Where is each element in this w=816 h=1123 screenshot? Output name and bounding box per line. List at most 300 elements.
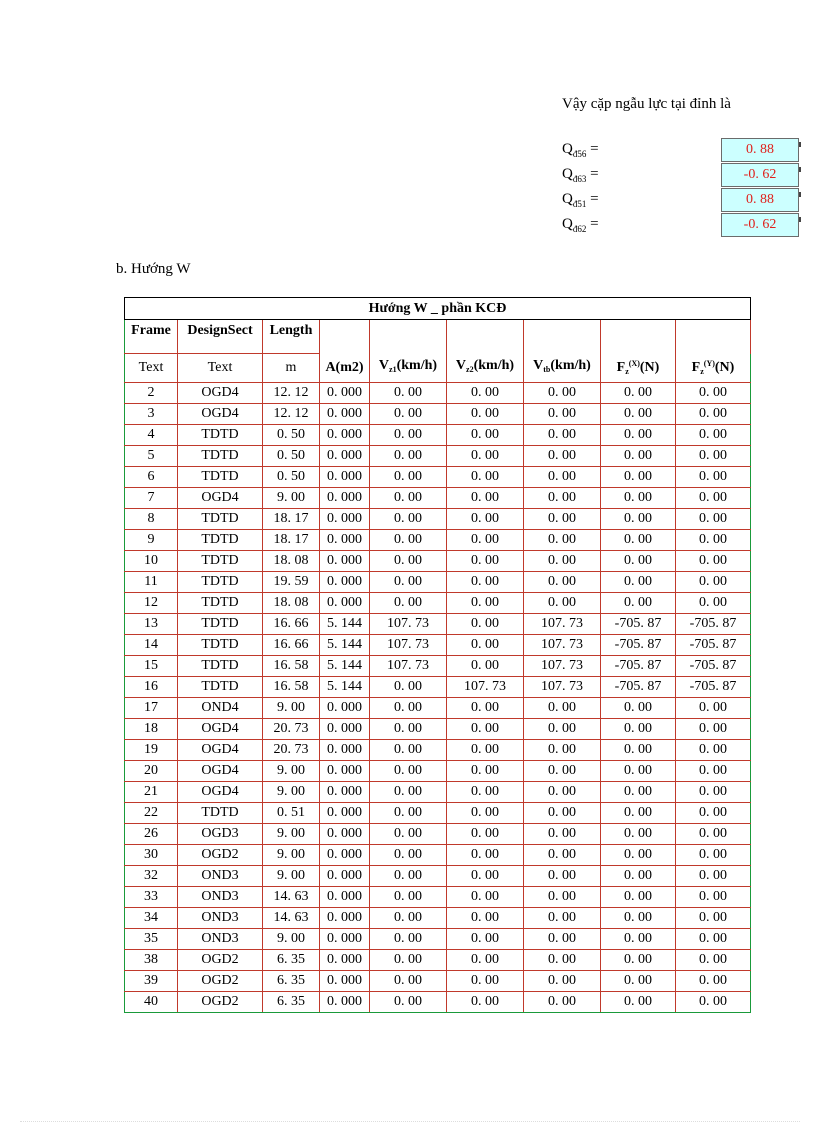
cell-vtb[interactable]: 0. 00 bbox=[524, 971, 601, 992]
cell-fzy[interactable]: 0. 00 bbox=[676, 719, 751, 740]
cell-design-sect[interactable]: TDTD bbox=[178, 572, 263, 593]
table-row bbox=[125, 761, 751, 782]
cell-frame[interactable]: 13 bbox=[125, 614, 178, 635]
cell-fzx[interactable]: -705. 87 bbox=[601, 677, 676, 698]
cell-fzy[interactable]: 0. 00 bbox=[676, 530, 751, 551]
cell-vtb[interactable]: 0. 00 bbox=[524, 887, 601, 908]
cell-fzy[interactable]: 0. 00 bbox=[676, 488, 751, 509]
cell-design-sect[interactable]: TDTD bbox=[178, 677, 263, 698]
cell-vz1[interactable]: 0. 00 bbox=[370, 572, 447, 593]
cell-fzy[interactable]: 0. 00 bbox=[676, 467, 751, 488]
table-row bbox=[125, 404, 751, 425]
q-label: $Q_{đ56}$ = bbox=[562, 141, 599, 159]
cell-fzx[interactable]: 0. 00 bbox=[601, 971, 676, 992]
cell-frame[interactable]: 11 bbox=[125, 572, 178, 593]
cell-area[interactable]: 5. 144 bbox=[320, 677, 370, 698]
cell-design-sect[interactable]: OGD2 bbox=[178, 845, 263, 866]
cell-fzx[interactable]: 0. 00 bbox=[601, 425, 676, 446]
cell-vtb[interactable]: 0. 00 bbox=[524, 383, 601, 404]
cell-frame[interactable]: 5 bbox=[125, 446, 178, 467]
cell-vtb[interactable]: 107. 73 bbox=[524, 635, 601, 656]
cell-vz1[interactable]: 0. 00 bbox=[370, 677, 447, 698]
cell-area[interactable]: 0. 000 bbox=[320, 467, 370, 488]
cell-vz1[interactable]: 0. 00 bbox=[370, 845, 447, 866]
cell-area[interactable]: 0. 000 bbox=[320, 719, 370, 740]
cell-area[interactable]: 0. 000 bbox=[320, 971, 370, 992]
cell-vz1[interactable]: 0. 00 bbox=[370, 383, 447, 404]
cell-length[interactable]: 0. 50 bbox=[263, 425, 320, 446]
cell-fzy[interactable]: 0. 00 bbox=[676, 929, 751, 950]
table-row bbox=[125, 782, 751, 803]
col-header-fzx: $F_z^{(X)}(N)$ bbox=[601, 354, 676, 383]
cell-fzy[interactable]: 0. 00 bbox=[676, 803, 751, 824]
col-header-vz1: $V_{z1}(km/h)$ bbox=[370, 354, 447, 383]
cell-frame[interactable]: 6 bbox=[125, 467, 178, 488]
cell-fzy[interactable]: -705. 87 bbox=[676, 614, 751, 635]
cell-design-sect[interactable]: OGD3 bbox=[178, 824, 263, 845]
cell-design-sect[interactable]: OGD2 bbox=[178, 950, 263, 971]
cell-vz1[interactable]: 0. 00 bbox=[370, 530, 447, 551]
cell-frame[interactable]: 39 bbox=[125, 971, 178, 992]
cell-vz1[interactable]: 107. 73 bbox=[370, 656, 447, 677]
cell-vz1[interactable]: 0. 00 bbox=[370, 929, 447, 950]
cell-fzy[interactable]: 0. 00 bbox=[676, 845, 751, 866]
cell-design-sect[interactable]: TDTD bbox=[178, 803, 263, 824]
cell-area[interactable]: 0. 000 bbox=[320, 425, 370, 446]
cell-length[interactable]: 16. 66 bbox=[263, 635, 320, 656]
cell-vz2[interactable]: 0. 00 bbox=[447, 971, 524, 992]
cell-fzx[interactable]: 0. 00 bbox=[601, 929, 676, 950]
cell-fzy[interactable]: 0. 00 bbox=[676, 404, 751, 425]
cell-vz2[interactable]: 0. 00 bbox=[447, 845, 524, 866]
cell-fzx[interactable]: 0. 00 bbox=[601, 404, 676, 425]
cell-vz1[interactable]: 0. 00 bbox=[370, 551, 447, 572]
cell-vz2[interactable]: 0. 00 bbox=[447, 572, 524, 593]
cell-fzx[interactable]: 0. 00 bbox=[601, 698, 676, 719]
cell-frame[interactable]: 35 bbox=[125, 929, 178, 950]
cell-fzx[interactable]: 0. 00 bbox=[601, 761, 676, 782]
cell-design-sect[interactable]: TDTD bbox=[178, 614, 263, 635]
cell-length[interactable]: 16. 58 bbox=[263, 656, 320, 677]
cell-vz1[interactable]: 0. 00 bbox=[370, 824, 447, 845]
cell-vtb[interactable]: 0. 00 bbox=[524, 719, 601, 740]
cell-vz1[interactable]: 0. 00 bbox=[370, 425, 447, 446]
cell-vz1[interactable]: 0. 00 bbox=[370, 887, 447, 908]
cell-fzx[interactable]: 0. 00 bbox=[601, 992, 676, 1013]
cell-vtb[interactable]: 0. 00 bbox=[524, 425, 601, 446]
table-row bbox=[125, 887, 751, 908]
cell-length[interactable]: 9. 00 bbox=[263, 929, 320, 950]
cell-vtb[interactable]: 0. 00 bbox=[524, 404, 601, 425]
q-value-cell[interactable]: 0. 88 bbox=[721, 138, 799, 162]
unit-frame: Text bbox=[125, 354, 178, 383]
cell-frame[interactable]: 2 bbox=[125, 383, 178, 404]
cell-fzy[interactable]: 0. 00 bbox=[676, 887, 751, 908]
cell-fzx[interactable]: 0. 00 bbox=[601, 509, 676, 530]
cell-fzx[interactable]: 0. 00 bbox=[601, 803, 676, 824]
cell-fzx[interactable]: 0. 00 bbox=[601, 572, 676, 593]
cell-area[interactable]: 0. 000 bbox=[320, 383, 370, 404]
cell-fzy[interactable]: 0. 00 bbox=[676, 446, 751, 467]
table-row bbox=[125, 866, 751, 887]
cell-vz1[interactable]: 0. 00 bbox=[370, 803, 447, 824]
cell-frame[interactable]: 18 bbox=[125, 719, 178, 740]
cell-vz2[interactable]: 107. 73 bbox=[447, 677, 524, 698]
cell-vz1[interactable]: 0. 00 bbox=[370, 992, 447, 1013]
cell-area[interactable]: 0. 000 bbox=[320, 824, 370, 845]
cell-fzx[interactable]: 0. 00 bbox=[601, 551, 676, 572]
cell-vz1[interactable]: 0. 00 bbox=[370, 866, 447, 887]
cell-vz2[interactable]: 0. 00 bbox=[447, 950, 524, 971]
cell-fzy[interactable]: 0. 00 bbox=[676, 383, 751, 404]
cell-vtb[interactable]: 0. 00 bbox=[524, 530, 601, 551]
cell-vz2[interactable]: 0. 00 bbox=[447, 635, 524, 656]
q-value-cell[interactable]: -0. 62 bbox=[721, 213, 799, 237]
cell-fzy[interactable]: 0. 00 bbox=[676, 824, 751, 845]
cell-frame[interactable]: 38 bbox=[125, 950, 178, 971]
cell-length[interactable]: 6. 35 bbox=[263, 950, 320, 971]
cell-vz2[interactable]: 0. 00 bbox=[447, 425, 524, 446]
cell-vtb[interactable]: 0. 00 bbox=[524, 446, 601, 467]
cell-vz2[interactable]: 0. 00 bbox=[447, 488, 524, 509]
cell-area[interactable]: 0. 000 bbox=[320, 740, 370, 761]
cell-length[interactable]: 18. 17 bbox=[263, 530, 320, 551]
cell-frame[interactable]: 19 bbox=[125, 740, 178, 761]
cell-vz1[interactable]: 0. 00 bbox=[370, 698, 447, 719]
cell-vz1[interactable]: 0. 00 bbox=[370, 404, 447, 425]
cell-vz1[interactable]: 107. 73 bbox=[370, 635, 447, 656]
cell-fzx[interactable]: -705. 87 bbox=[601, 614, 676, 635]
unit-design-sect: Text bbox=[178, 354, 263, 383]
cell-design-sect[interactable]: TDTD bbox=[178, 635, 263, 656]
cell-vz1[interactable]: 0. 00 bbox=[370, 761, 447, 782]
cell-length[interactable]: 18. 08 bbox=[263, 551, 320, 572]
cell-frame[interactable]: 33 bbox=[125, 887, 178, 908]
cell-length[interactable]: 18. 17 bbox=[263, 509, 320, 530]
cell-area[interactable]: 0. 000 bbox=[320, 803, 370, 824]
cell-fzy[interactable]: 0. 00 bbox=[676, 698, 751, 719]
cell-vtb[interactable]: 0. 00 bbox=[524, 551, 601, 572]
cell-vtb[interactable]: 0. 00 bbox=[524, 803, 601, 824]
cell-fzy[interactable]: 0. 00 bbox=[676, 992, 751, 1013]
cell-design-sect[interactable]: OGD4 bbox=[178, 761, 263, 782]
cell-design-sect[interactable]: OGD4 bbox=[178, 488, 263, 509]
cell-fzy[interactable]: 0. 00 bbox=[676, 425, 751, 446]
cell-length[interactable]: 9. 00 bbox=[263, 698, 320, 719]
cell-area[interactable]: 0. 000 bbox=[320, 845, 370, 866]
cell-design-sect[interactable]: TDTD bbox=[178, 425, 263, 446]
cell-design-sect[interactable]: OGD4 bbox=[178, 404, 263, 425]
cell-length[interactable]: 9. 00 bbox=[263, 824, 320, 845]
cell-length[interactable]: 9. 00 bbox=[263, 866, 320, 887]
cell-length[interactable]: 6. 35 bbox=[263, 971, 320, 992]
cell-fzy[interactable]: 0. 00 bbox=[676, 572, 751, 593]
cell-vz1[interactable]: 0. 00 bbox=[370, 509, 447, 530]
cell-area[interactable]: 0. 000 bbox=[320, 761, 370, 782]
cell-vz1[interactable]: 0. 00 bbox=[370, 488, 447, 509]
cell-length[interactable]: 0. 50 bbox=[263, 446, 320, 467]
cell-length[interactable]: 0. 51 bbox=[263, 803, 320, 824]
cell-vtb[interactable]: 0. 00 bbox=[524, 845, 601, 866]
cell-design-sect[interactable]: TDTD bbox=[178, 551, 263, 572]
cell-vz2[interactable]: 0. 00 bbox=[447, 866, 524, 887]
cell-length[interactable]: 6. 35 bbox=[263, 992, 320, 1013]
cell-fzy[interactable]: 0. 00 bbox=[676, 866, 751, 887]
cell-frame[interactable]: 4 bbox=[125, 425, 178, 446]
q-row bbox=[562, 138, 802, 162]
cell-design-sect[interactable]: OGD4 bbox=[178, 383, 263, 404]
cell-vz2[interactable]: 0. 00 bbox=[447, 593, 524, 614]
cell-design-sect[interactable]: OGD2 bbox=[178, 971, 263, 992]
cell-fzx[interactable]: 0. 00 bbox=[601, 383, 676, 404]
cell-vz2[interactable]: 0. 00 bbox=[447, 383, 524, 404]
cell-design-sect[interactable]: OND4 bbox=[178, 698, 263, 719]
cell-fzx[interactable]: 0. 00 bbox=[601, 593, 676, 614]
section-title: b. Hướng W bbox=[116, 261, 191, 277]
col-header-length: Length bbox=[263, 320, 320, 354]
table-row bbox=[125, 656, 751, 677]
cell-fzx[interactable]: 0. 00 bbox=[601, 824, 676, 845]
cell-fzx[interactable]: 0. 00 bbox=[601, 887, 676, 908]
cell-length[interactable]: 19. 59 bbox=[263, 572, 320, 593]
cell-fzx[interactable]: 0. 00 bbox=[601, 845, 676, 866]
q-label: $Q_{đ62}$ = bbox=[562, 216, 599, 234]
cell-fzy[interactable]: 0. 00 bbox=[676, 761, 751, 782]
cell-vz2[interactable]: 0. 00 bbox=[447, 929, 524, 950]
cell-design-sect[interactable]: OND3 bbox=[178, 866, 263, 887]
cell-vz2[interactable]: 0. 00 bbox=[447, 887, 524, 908]
cell-area[interactable]: 0. 000 bbox=[320, 782, 370, 803]
wind-load-table bbox=[124, 297, 751, 1013]
cell-fzy[interactable]: 0. 00 bbox=[676, 950, 751, 971]
cell-vtb[interactable]: 0. 00 bbox=[524, 488, 601, 509]
cell-vtb[interactable]: 0. 00 bbox=[524, 698, 601, 719]
cell-vz2[interactable]: 0. 00 bbox=[447, 803, 524, 824]
cell-fzx[interactable]: -705. 87 bbox=[601, 656, 676, 677]
cell-vtb[interactable]: 0. 00 bbox=[524, 782, 601, 803]
cell-vz1[interactable]: 0. 00 bbox=[370, 782, 447, 803]
cell-length[interactable]: 18. 08 bbox=[263, 593, 320, 614]
cell-area[interactable]: 0. 000 bbox=[320, 593, 370, 614]
cell-vtb[interactable]: 107. 73 bbox=[524, 656, 601, 677]
cell-fzx[interactable]: 0. 00 bbox=[601, 740, 676, 761]
cell-vtb[interactable]: 0. 00 bbox=[524, 593, 601, 614]
cell-design-sect[interactable]: TDTD bbox=[178, 593, 263, 614]
cell-vtb[interactable]: 0. 00 bbox=[524, 866, 601, 887]
cell-fzx[interactable]: 0. 00 bbox=[601, 782, 676, 803]
cell-design-sect[interactable]: TDTD bbox=[178, 467, 263, 488]
cell-area[interactable]: 0. 000 bbox=[320, 530, 370, 551]
cell-vtb[interactable]: 0. 00 bbox=[524, 950, 601, 971]
cell-length[interactable]: 12. 12 bbox=[263, 383, 320, 404]
cell-vz2[interactable]: 0. 00 bbox=[447, 530, 524, 551]
cell-area[interactable]: 0. 000 bbox=[320, 446, 370, 467]
cell-frame[interactable]: 40 bbox=[125, 992, 178, 1013]
header-blank bbox=[676, 320, 751, 354]
cell-area[interactable]: 5. 144 bbox=[320, 635, 370, 656]
cell-vz2[interactable]: 0. 00 bbox=[447, 446, 524, 467]
cell-vz2[interactable]: 0. 00 bbox=[447, 761, 524, 782]
cell-vz1[interactable]: 0. 00 bbox=[370, 950, 447, 971]
cell-vtb[interactable]: 107. 73 bbox=[524, 614, 601, 635]
cell-fzy[interactable]: 0. 00 bbox=[676, 509, 751, 530]
cell-design-sect[interactable]: OND3 bbox=[178, 929, 263, 950]
cell-fzx[interactable]: -705. 87 bbox=[601, 635, 676, 656]
cell-vz1[interactable]: 0. 00 bbox=[370, 593, 447, 614]
cell-fzy[interactable]: 0. 00 bbox=[676, 740, 751, 761]
cell-vz2[interactable]: 0. 00 bbox=[447, 992, 524, 1013]
cell-vz1[interactable]: 0. 00 bbox=[370, 467, 447, 488]
cell-length[interactable]: 0. 50 bbox=[263, 467, 320, 488]
cell-length[interactable]: 9. 00 bbox=[263, 488, 320, 509]
cell-design-sect[interactable]: TDTD bbox=[178, 509, 263, 530]
cell-fzy[interactable]: 0. 00 bbox=[676, 782, 751, 803]
cell-vz2[interactable]: 0. 00 bbox=[447, 740, 524, 761]
cell-fzy[interactable]: -705. 87 bbox=[676, 677, 751, 698]
cell-fzx[interactable]: 0. 00 bbox=[601, 488, 676, 509]
cell-frame[interactable]: 7 bbox=[125, 488, 178, 509]
cell-area[interactable]: 0. 000 bbox=[320, 950, 370, 971]
table-row bbox=[125, 719, 751, 740]
cell-vz2[interactable]: 0. 00 bbox=[447, 551, 524, 572]
cell-fzx[interactable]: 0. 00 bbox=[601, 950, 676, 971]
cell-vz2[interactable]: 0. 00 bbox=[447, 698, 524, 719]
cell-vtb[interactable]: 0. 00 bbox=[524, 509, 601, 530]
cell-fzx[interactable]: 0. 00 bbox=[601, 908, 676, 929]
cell-fzy[interactable]: -705. 87 bbox=[676, 656, 751, 677]
cell-vtb[interactable]: 0. 00 bbox=[524, 761, 601, 782]
cell-design-sect[interactable]: OND3 bbox=[178, 908, 263, 929]
cell-fzx[interactable]: 0. 00 bbox=[601, 446, 676, 467]
table-row bbox=[125, 698, 751, 719]
cell-frame[interactable]: 20 bbox=[125, 761, 178, 782]
cell-fzy[interactable]: 0. 00 bbox=[676, 593, 751, 614]
cell-length[interactable]: 12. 12 bbox=[263, 404, 320, 425]
cell-fzy[interactable]: -705. 87 bbox=[676, 635, 751, 656]
cell-length[interactable]: 20. 73 bbox=[263, 740, 320, 761]
cell-vz2[interactable]: 0. 00 bbox=[447, 824, 524, 845]
cell-design-sect[interactable]: OGD4 bbox=[178, 740, 263, 761]
cell-vtb[interactable]: 0. 00 bbox=[524, 992, 601, 1013]
cell-vz2[interactable]: 0. 00 bbox=[447, 656, 524, 677]
cell-design-sect[interactable]: TDTD bbox=[178, 656, 263, 677]
cell-design-sect[interactable]: TDTD bbox=[178, 530, 263, 551]
cell-fzy[interactable]: 0. 00 bbox=[676, 908, 751, 929]
cell-vz1[interactable]: 0. 00 bbox=[370, 446, 447, 467]
cell-area[interactable]: 5. 144 bbox=[320, 656, 370, 677]
cell-design-sect[interactable]: TDTD bbox=[178, 446, 263, 467]
cell-vz2[interactable]: 0. 00 bbox=[447, 509, 524, 530]
cell-area[interactable]: 0. 000 bbox=[320, 404, 370, 425]
cell-vtb[interactable]: 0. 00 bbox=[524, 908, 601, 929]
cell-vtb[interactable]: 0. 00 bbox=[524, 572, 601, 593]
cell-area[interactable]: 0. 000 bbox=[320, 992, 370, 1013]
cell-frame[interactable]: 26 bbox=[125, 824, 178, 845]
cell-area[interactable]: 0. 000 bbox=[320, 908, 370, 929]
cell-area[interactable]: 0. 000 bbox=[320, 866, 370, 887]
cell-vtb[interactable]: 0. 00 bbox=[524, 929, 601, 950]
cell-length[interactable]: 14. 63 bbox=[263, 887, 320, 908]
cell-vz2[interactable]: 0. 00 bbox=[447, 467, 524, 488]
cell-length[interactable]: 20. 73 bbox=[263, 719, 320, 740]
cell-fzy[interactable]: 0. 00 bbox=[676, 551, 751, 572]
cell-area[interactable]: 0. 000 bbox=[320, 509, 370, 530]
table-row bbox=[125, 824, 751, 845]
cell-frame[interactable]: 32 bbox=[125, 866, 178, 887]
cell-length[interactable]: 16. 58 bbox=[263, 677, 320, 698]
cell-frame[interactable]: 21 bbox=[125, 782, 178, 803]
cell-area[interactable]: 0. 000 bbox=[320, 698, 370, 719]
cell-design-sect[interactable]: OGD2 bbox=[178, 992, 263, 1013]
cell-vtb[interactable]: 0. 00 bbox=[524, 824, 601, 845]
cell-vz1[interactable]: 0. 00 bbox=[370, 719, 447, 740]
cell-vtb[interactable]: 0. 00 bbox=[524, 740, 601, 761]
cell-vz2[interactable]: 0. 00 bbox=[447, 404, 524, 425]
cell-fzy[interactable]: 0. 00 bbox=[676, 971, 751, 992]
cell-vz2[interactable]: 0. 00 bbox=[447, 614, 524, 635]
cell-design-sect[interactable]: OGD4 bbox=[178, 719, 263, 740]
q-value-cell[interactable]: 0. 88 bbox=[721, 188, 799, 212]
cell-fzx[interactable]: 0. 00 bbox=[601, 719, 676, 740]
cell-frame[interactable]: 10 bbox=[125, 551, 178, 572]
q-label: $Q_{đ51}$ = bbox=[562, 191, 599, 209]
cell-fzx[interactable]: 0. 00 bbox=[601, 530, 676, 551]
col-header-design-sect: DesignSect bbox=[178, 320, 263, 354]
cell-vz1[interactable]: 107. 73 bbox=[370, 614, 447, 635]
cell-frame[interactable]: 15 bbox=[125, 656, 178, 677]
q-value-cell[interactable]: -0. 62 bbox=[721, 163, 799, 187]
cell-frame[interactable]: 22 bbox=[125, 803, 178, 824]
cell-frame[interactable]: 16 bbox=[125, 677, 178, 698]
cell-vz2[interactable]: 0. 00 bbox=[447, 782, 524, 803]
cell-frame[interactable]: 34 bbox=[125, 908, 178, 929]
cell-design-sect[interactable]: OGD4 bbox=[178, 782, 263, 803]
table-row bbox=[125, 530, 751, 551]
cell-frame[interactable]: 14 bbox=[125, 635, 178, 656]
cell-area[interactable]: 5. 144 bbox=[320, 614, 370, 635]
cell-length[interactable]: 16. 66 bbox=[263, 614, 320, 635]
cell-frame[interactable]: 12 bbox=[125, 593, 178, 614]
cell-area[interactable]: 0. 000 bbox=[320, 929, 370, 950]
page-edge bbox=[20, 1121, 800, 1122]
cell-vz2[interactable]: 0. 00 bbox=[447, 719, 524, 740]
cell-length[interactable]: 9. 00 bbox=[263, 761, 320, 782]
cell-design-sect[interactable]: OND3 bbox=[178, 887, 263, 908]
cell-vz1[interactable]: 0. 00 bbox=[370, 740, 447, 761]
cell-length[interactable]: 9. 00 bbox=[263, 845, 320, 866]
cell-area[interactable]: 0. 000 bbox=[320, 887, 370, 908]
cell-area[interactable]: 0. 000 bbox=[320, 572, 370, 593]
table-row bbox=[125, 467, 751, 488]
cell-fzx[interactable]: 0. 00 bbox=[601, 467, 676, 488]
cell-fzx[interactable]: 0. 00 bbox=[601, 866, 676, 887]
cell-frame[interactable]: 3 bbox=[125, 404, 178, 425]
cell-vtb[interactable]: 107. 73 bbox=[524, 677, 601, 698]
cell-vz2[interactable]: 0. 00 bbox=[447, 908, 524, 929]
cell-vtb[interactable]: 0. 00 bbox=[524, 467, 601, 488]
cell-area[interactable]: 0. 000 bbox=[320, 488, 370, 509]
cell-vz1[interactable]: 0. 00 bbox=[370, 908, 447, 929]
cell-area[interactable]: 0. 000 bbox=[320, 551, 370, 572]
cell-frame[interactable]: 17 bbox=[125, 698, 178, 719]
col-header-frame: Frame bbox=[125, 320, 178, 354]
cell-length[interactable]: 14. 63 bbox=[263, 908, 320, 929]
cell-length[interactable]: 9. 00 bbox=[263, 782, 320, 803]
cell-frame[interactable]: 8 bbox=[125, 509, 178, 530]
cell-frame[interactable]: 9 bbox=[125, 530, 178, 551]
cell-frame[interactable]: 30 bbox=[125, 845, 178, 866]
cell-vz1[interactable]: 0. 00 bbox=[370, 971, 447, 992]
